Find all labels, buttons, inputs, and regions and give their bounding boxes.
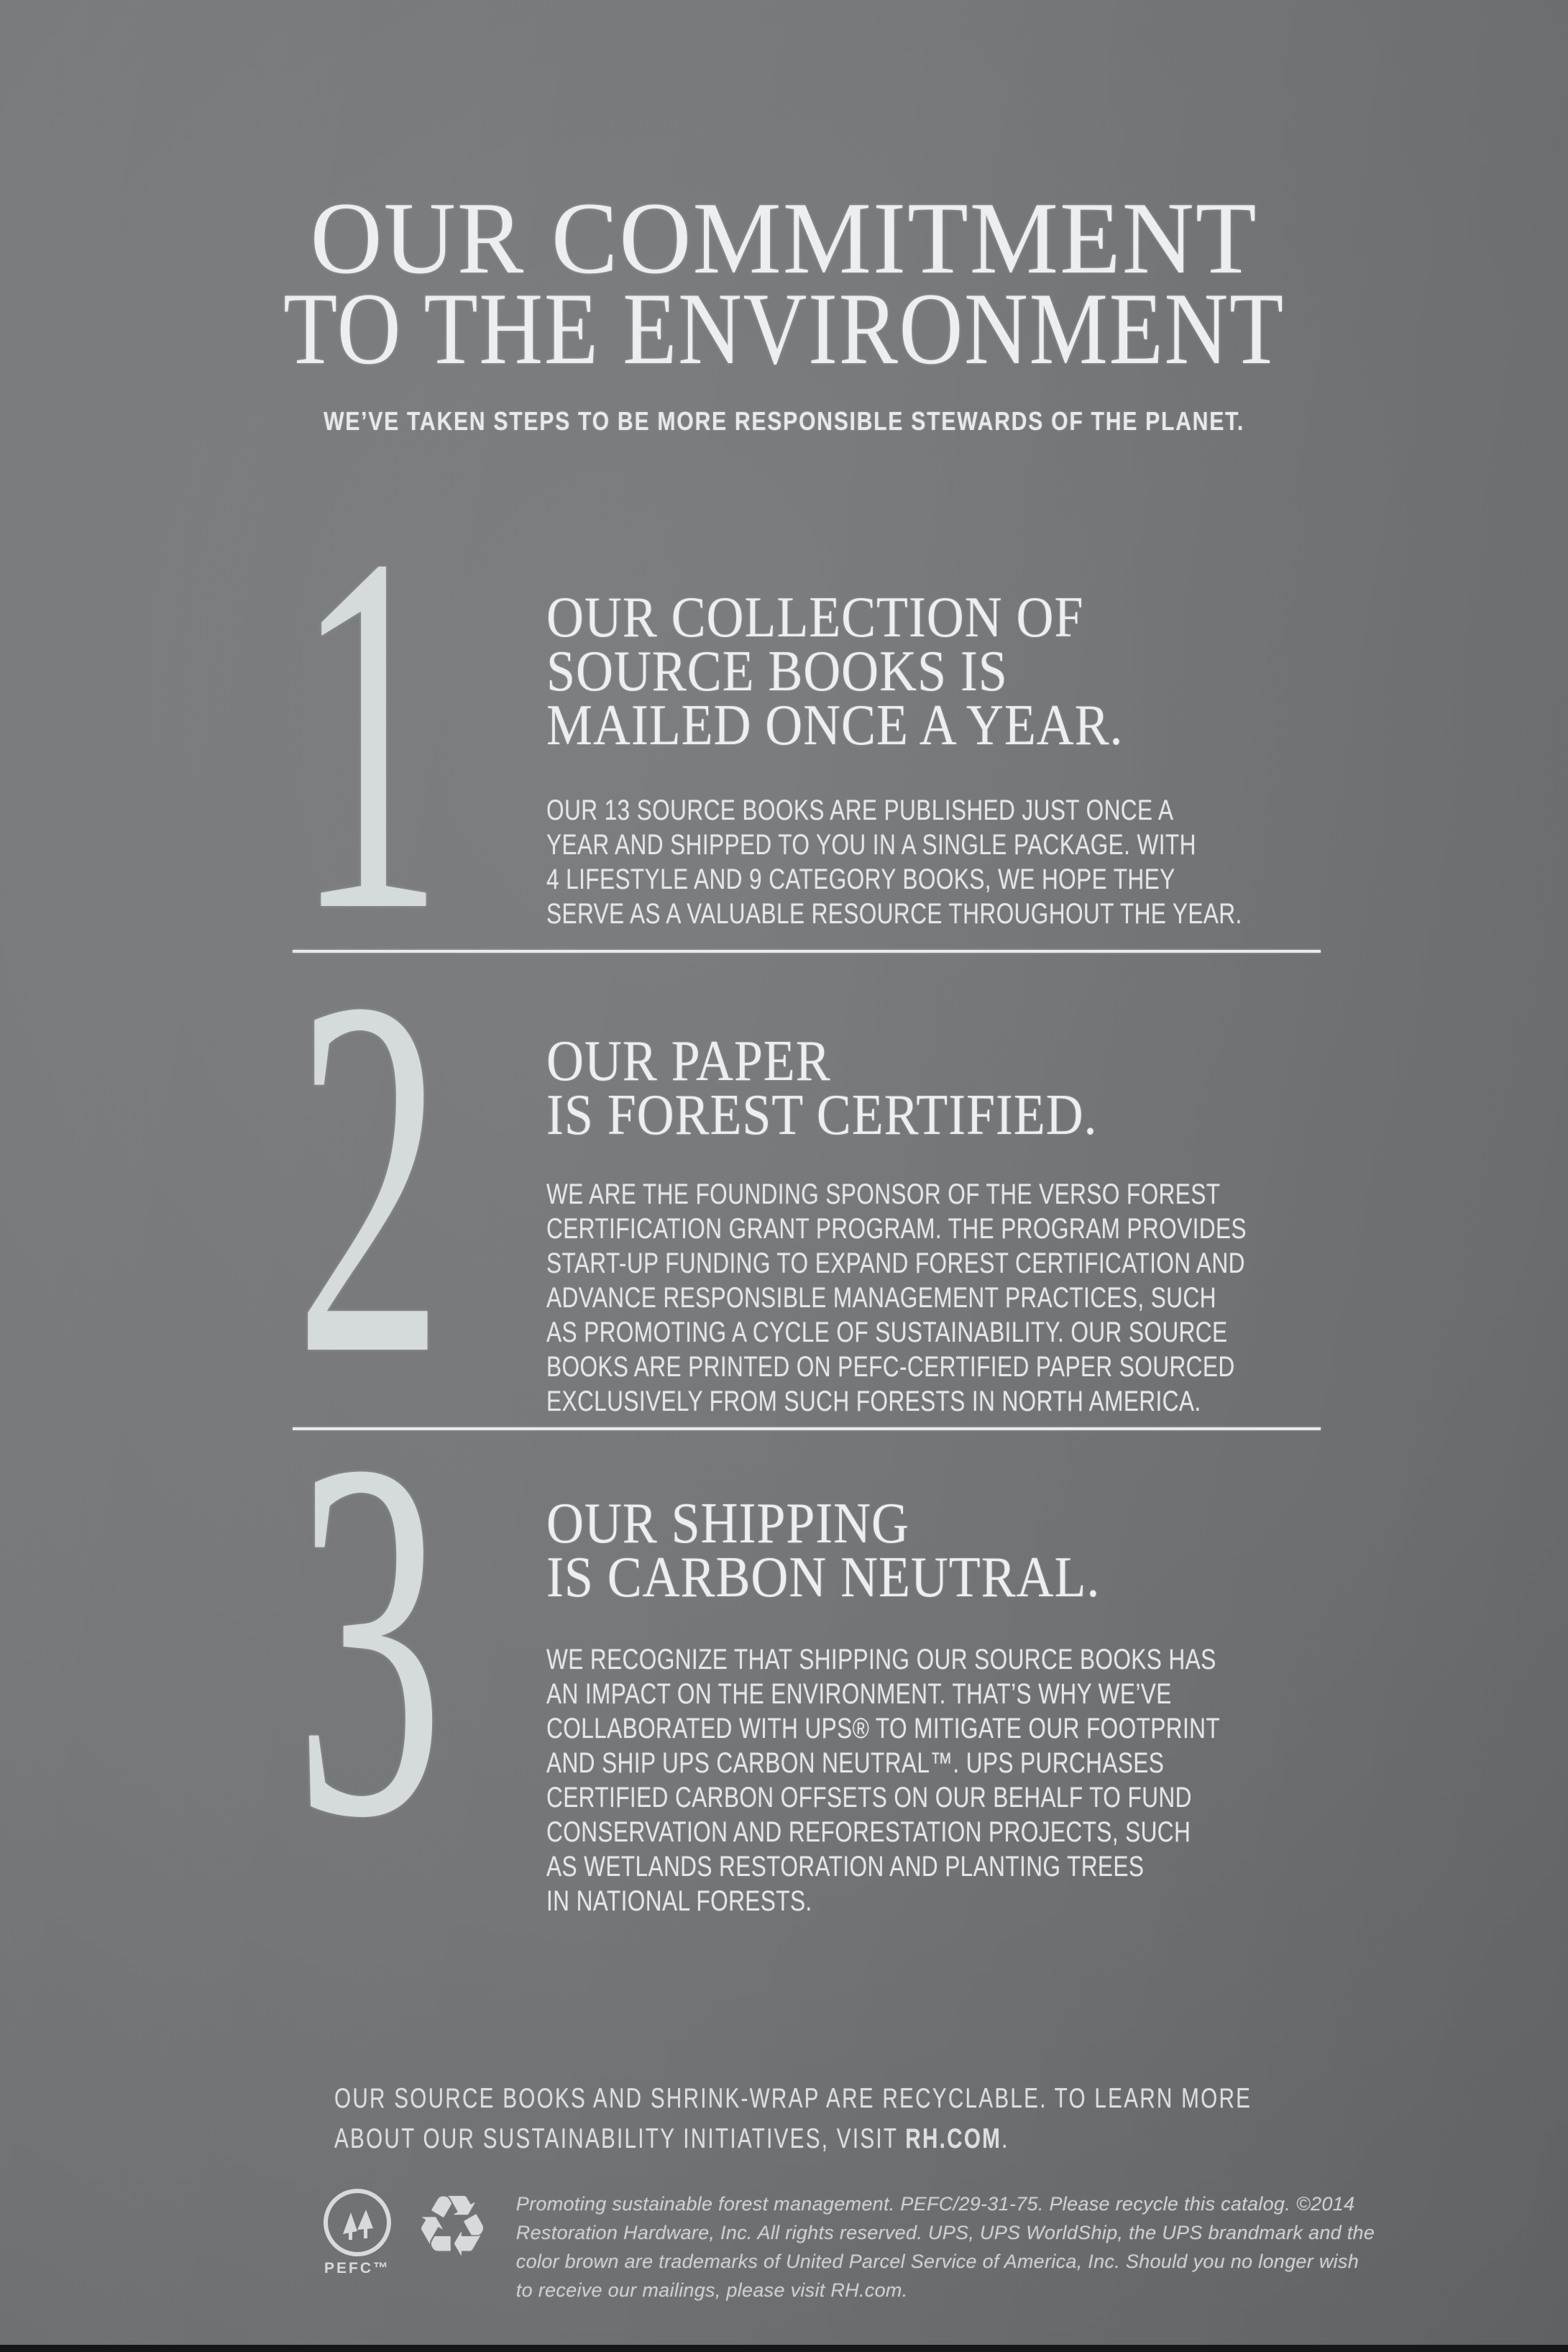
item-2-heading-line: OUR PAPER bbox=[546, 1030, 831, 1093]
item-1-heading-line: MAILED ONCE A YEAR. bbox=[546, 694, 1124, 757]
item-1-body-line: 4 LIFESTYLE AND 9 CATEGORY BOOKS, WE HOPE THEY bbox=[546, 864, 1175, 895]
fine-print-line: to receive our mailings, please visit RH.com. bbox=[515, 2279, 908, 2301]
item-1-heading bbox=[546, 586, 1278, 757]
item-1-body-line: OUR 13 SOURCE BOOKS ARE PUBLISHED JUST ONCE A bbox=[546, 795, 1174, 826]
item-2-body-line: WE ARE THE FOUNDING SPONSOR OF THE VERSO FOREST bbox=[546, 1179, 1221, 1210]
item-3-body-line: WE RECOGNIZE THAT SHIPPING OUR SOURCE BOOKS HAS bbox=[546, 1644, 1216, 1675]
recycle-icon: ♻ bbox=[414, 2177, 490, 2276]
recycling-note-period: . bbox=[1001, 2123, 1009, 2154]
item-3-body-line: AN IMPACT ON THE ENVIRONMENT. THAT’S WHY WE’VE bbox=[546, 1678, 1172, 1710]
item-1-body-line: SERVE AS A VALUABLE RESOURCE THROUGHOUT THE YEAR. bbox=[546, 898, 1242, 930]
item-3-body-line: AND SHIP UPS CARBON NEUTRAL™. UPS PURCHASES bbox=[546, 1747, 1165, 1779]
page-title bbox=[0, 181, 1568, 385]
fine-print-line: color brown are trademarks of United Parcel Service of America, Inc. Should you no longer wish bbox=[515, 2251, 1360, 2272]
legal-block bbox=[318, 2177, 1568, 2305]
recycling-note-line-1: OUR SOURCE BOOKS AND SHRINK-WRAP ARE RECYCLABLE. TO LEARN MORE bbox=[334, 2083, 1252, 2114]
recycling-note-line-2-text: ABOUT OUR SUSTAINABILITY INITIATIVES, VISIT bbox=[334, 2123, 906, 2154]
item-3-body-line: CERTIFIED CARBON OFFSETS ON OUR BEHALF TO FUND bbox=[546, 1782, 1192, 1813]
item-3-body-line: CONSERVATION AND REFORESTATION PROJECTS, SUCH bbox=[546, 1816, 1191, 1848]
rh-com-text: RH.COM bbox=[905, 2123, 1002, 2154]
item-3-body-line: IN NATIONAL FORESTS. bbox=[546, 1885, 812, 1917]
item-2-body-line: CERTIFICATION GRANT PROGRAM. THE PROGRAM PROVIDES bbox=[546, 1213, 1247, 1245]
page-title-line-2: TO THE ENVIRONMENT bbox=[283, 272, 1285, 385]
pefc-logo-icon bbox=[318, 2188, 397, 2277]
item-2-body-line: AS PROMOTING A CYCLE OF SUSTAINABILITY. OUR SOURCE bbox=[546, 1317, 1228, 1348]
item-3-body-line: AS WETLANDS RESTORATION AND PLANTING TREES bbox=[546, 1851, 1145, 1882]
page-title-line-1: OUR COMMITMENT bbox=[310, 181, 1258, 295]
item-2-body-line: START-UP FUNDING TO EXPAND FOREST CERTIFICATION AND bbox=[546, 1248, 1245, 1279]
item-2-body bbox=[546, 1177, 1247, 1419]
recycling-note-line-2 bbox=[334, 2119, 1272, 2159]
item-3-heading-line: IS CARBON NEUTRAL. bbox=[546, 1546, 1101, 1609]
section-divider-2 bbox=[293, 1427, 1321, 1430]
page-bottom-edge bbox=[0, 2345, 1568, 2352]
recycling-note bbox=[334, 2079, 1272, 2159]
item-1-heading-line: SOURCE BOOKS IS bbox=[546, 640, 1008, 703]
item-3-heading-line: OUR SHIPPING bbox=[546, 1492, 909, 1555]
item-2-heading bbox=[546, 1030, 1278, 1147]
item-3-body-line: COLLABORATED WITH UPS® TO MITIGATE OUR FOOTPRINT bbox=[546, 1713, 1221, 1744]
section-divider-1 bbox=[293, 950, 1321, 953]
page-header bbox=[0, 181, 1568, 437]
item-1-body bbox=[546, 793, 1242, 931]
item-2-body-line: EXCLUSIVELY FROM SUCH FORESTS IN NORTH AMERICA. bbox=[546, 1386, 1201, 1417]
item-3-body bbox=[546, 1642, 1221, 1918]
item-2-heading-line: IS FOREST CERTIFIED. bbox=[546, 1084, 1098, 1147]
fine-print bbox=[516, 2189, 1375, 2305]
item-2-body-line: BOOKS ARE PRINTED ON PEFC-CERTIFIED PAPER SOURCED bbox=[546, 1351, 1235, 1383]
item-1-number: 1 bbox=[295, 448, 444, 1017]
page-subtitle: WE’VE TAKEN STEPS TO BE MORE RESPONSIBLE STEWARDS OF THE PLANET. bbox=[324, 406, 1244, 436]
pefc-label: PEFC™ bbox=[324, 2260, 390, 2277]
item-1-body-line: YEAR AND SHIPPED TO YOU IN A SINGLE PACKAGE. WITH bbox=[546, 829, 1196, 861]
fine-print-line: Restoration Hardware, Inc. All rights reserved. UPS, UPS WorldShip, the UPS brandmark and the bbox=[515, 2222, 1375, 2243]
item-3-number: 3 bbox=[295, 1354, 444, 1923]
item-1-heading-line: OUR COLLECTION OF bbox=[546, 586, 1084, 649]
item-2-number: 2 bbox=[295, 892, 444, 1461]
commitment-item-1 bbox=[295, 448, 1359, 1017]
pefc-oval-icon bbox=[321, 2188, 393, 2260]
item-3-heading bbox=[546, 1492, 1278, 1609]
fine-print-line: Promoting sustainable forest management. PEFC/29-31-75. Please recycle this catalog. ©2014 bbox=[515, 2193, 1355, 2215]
item-2-body-line: ADVANCE RESPONSIBLE MANAGEMENT PRACTICES, SUCH bbox=[546, 1282, 1216, 1314]
